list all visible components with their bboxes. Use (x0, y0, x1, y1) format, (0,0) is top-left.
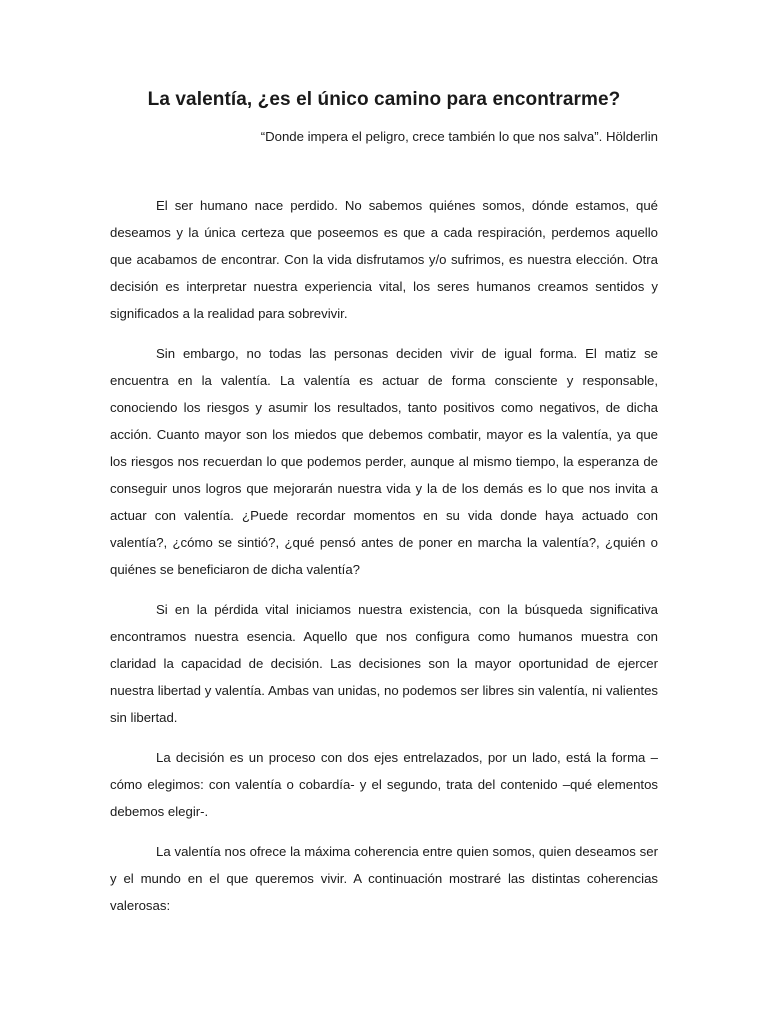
epigraph-quote: “Donde impera el peligro, crece también lo que nos salva”. Hölderlin (260, 129, 658, 144)
document-title: La valentía, ¿es el único camino para encontrarme? (147, 89, 621, 110)
paragraph: La decisión es un proceso con dos ejes entrelazados, por un lado, está la forma –cómo elegimos: con valentía o cobardía- y el segundo, trata del contenido –qué elementos debemos elegir-. (110, 750, 658, 819)
paragraph: El ser humano nace perdido. No sabemos quiénes somos, dónde estamos, qué deseamos y la única certeza que poseemos es que a cada respiración, perdemos aquello que acabamos de encontrar. Con la vida disfrutamos y/o sufrimos, es nuestra elección. Otra decisión es interpretar nuestra experiencia vital, los seres humanos creamos sentidos y significados a la realidad para sobrevivir. (110, 198, 658, 321)
document-body (110, 192, 658, 919)
paragraph: Sin embargo, no todas las personas deciden vivir de igual forma. El matiz se encuentra en la valentía. La valentía es actuar de forma consciente y responsable, conociendo los riesgos y asumir los resultados, tanto positivos como negativos, de dicha acción. Cuanto mayor son los miedos que debemos combatir, mayor es la valentía, ya que los riesgos nos recuerdan lo que podemos perder, aunque al mismo tiempo, la esperanza de conseguir unos logros que mejorarán nuestra vida y la de los demás es lo que nos invita a actuar con valentía. ¿Puede recordar momentos en su vida donde haya actuado con valentía?, ¿cómo se sintió?, ¿qué pensó antes de poner en marcha la valentía?, ¿quién o quiénes se beneficiaron de dicha valentía? (110, 346, 658, 577)
paragraph: La valentía nos ofrece la máxima coherencia entre quien somos, quien deseamos ser y el mundo en el que queremos vivir. A continuación mostraré las distintas coherencias valerosas: (110, 844, 658, 913)
paragraph: Si en la pérdida vital iniciamos nuestra existencia, con la búsqueda significativa encontramos nuestra esencia. Aquello que nos configura como humanos muestra con claridad la capacidad de decisión. Las decisiones son la mayor oportunidad de ejercer nuestra libertad y valentía. Ambas van unidas, no podemos ser libres sin valentía, ni valientes sin libertad. (110, 602, 658, 725)
